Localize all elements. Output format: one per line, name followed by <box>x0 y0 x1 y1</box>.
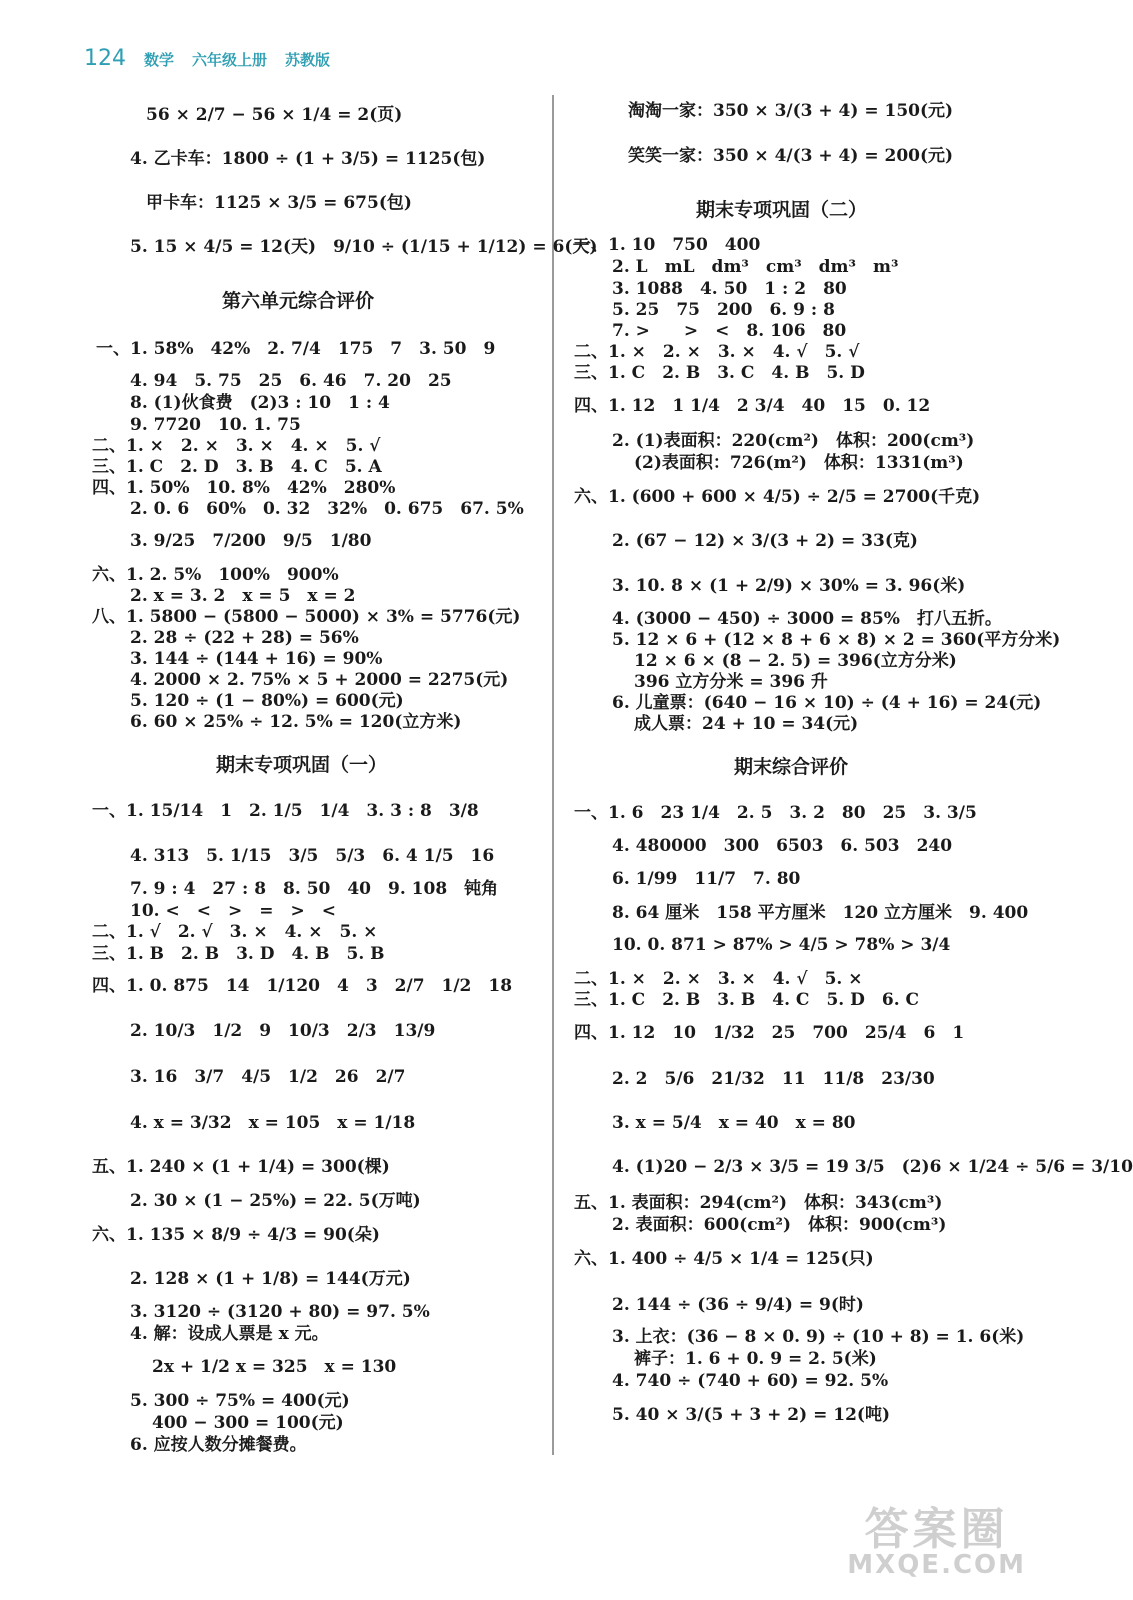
answer-line: (2)表面积：726(m²) 体积：1331(m³) <box>634 453 964 473</box>
answer-line: 3. 9/25 7/200 9/5 1/80 <box>130 531 372 551</box>
answer-line: 四、1. 12 1 1/4 2 3/4 40 15 0. 12 <box>574 396 931 416</box>
answer-line: 一、1. 6 23 1/4 2. 5 3. 2 80 25 3. 3/5 <box>574 803 977 823</box>
answer-line: 5. 300 ÷ 75% = 400(元) <box>130 1391 350 1411</box>
answer-line: 56 × 2/7 − 56 × 1/4 = 2(页) <box>146 105 403 125</box>
answer-line: 6. 1/99 11/7 7. 80 <box>612 869 801 889</box>
answer-line: 12 × 6 × (8 − 2. 5) = 396(立方分米) <box>634 651 957 671</box>
answer-line: 2. 144 ÷ (36 ÷ 9/4) = 9(时) <box>612 1295 864 1315</box>
answer-line: 5. 15 × 4/5 = 12(天) 9/10 ÷ (1/15 + 1/12) = 6(天) <box>130 237 598 257</box>
answer-line: 2. 28 ÷ (22 + 28) = 56% <box>130 628 359 648</box>
answer-line: 7. 9 : 4 27 : 8 8. 50 40 9. 108 钝角 <box>130 879 499 899</box>
answer-line: 5. 25 75 200 6. 9 : 8 <box>612 300 835 320</box>
answer-line: 10. < < > = > < <box>130 901 336 921</box>
answer-line: 6. 应按人数分摊餐费。 <box>130 1435 307 1455</box>
answer-line: 六、1. 400 ÷ 4/5 × 1/4 = 125(只) <box>574 1249 874 1269</box>
answer-line: 一、1. 15/14 1 2. 1/5 1/4 3. 3 : 8 3/8 <box>92 801 479 821</box>
answer-line: 4. x = 3/32 x = 105 x = 1/18 <box>130 1113 416 1133</box>
answer-line: 四、1. 50% 10. 8% 42% 280% <box>92 478 396 498</box>
answer-line: 二、1. × 2. × 3. × 4. √ 5. √ <box>574 342 860 362</box>
answer-line: 9. 7720 10. 1. 75 <box>130 415 301 435</box>
answer-line: 3. 10. 8 × (1 + 2/9) × 30% = 3. 96(米) <box>612 576 966 596</box>
answer-line: 一、1. 58% 42% 2. 7/4 175 7 3. 50 9 <box>96 339 496 359</box>
page-number: 124 <box>84 46 126 71</box>
answer-line: 2. 2 5/6 21/32 11 11/8 23/30 <box>612 1069 935 1089</box>
answer-line: 一、1. 10 750 400 <box>574 235 761 255</box>
answer-line: 2. 10/3 1/2 9 10/3 2/3 13/9 <box>130 1021 436 1041</box>
answer-line: 二、1. × 2. × 3. × 4. √ 5. × <box>574 969 863 989</box>
answer-line: 2. 128 × (1 + 1/8) = 144(万元) <box>130 1269 411 1289</box>
answer-line: 裤子：1. 6 + 0. 9 = 2. 5(米) <box>634 1349 877 1369</box>
watermark-logo: 答案圈 <box>864 1504 1009 1555</box>
answer-line: 3. 上衣：(36 − 8 × 0. 9) ÷ (10 + 8) = 1. 6(米) <box>612 1327 1025 1347</box>
answer-line: 4. 乙卡车：1800 ÷ (1 + 3/5) = 1125(包) <box>130 149 486 169</box>
answer-line: 三、1. B 2. B 3. D 4. B 5. B <box>92 944 385 964</box>
answer-line: 3. 1088 4. 50 1 : 2 80 <box>612 279 847 299</box>
answer-line: 3. 3120 ÷ (3120 + 80) = 97. 5% <box>130 1302 430 1322</box>
answer-line: 二、1. × 2. × 3. × 4. × 5. √ <box>92 436 381 456</box>
answer-line: 3. 144 ÷ (144 + 16) = 90% <box>130 649 383 669</box>
answer-line: 2. 0. 6 60% 0. 32 32% 0. 675 67. 5% <box>130 499 524 519</box>
answer-line: 四、1. 0. 875 14 1/120 4 3 2/7 1/2 18 <box>92 976 513 996</box>
column-divider <box>552 95 554 1455</box>
answer-line: 5. 40 × 3/(5 + 3 + 2) = 12(吨) <box>612 1405 891 1425</box>
answer-line: 四、1. 12 10 1/32 25 700 25/4 6 1 <box>574 1023 965 1043</box>
answer-line: 2. 30 × (1 − 25%) = 22. 5(万吨) <box>130 1191 421 1211</box>
answer-line: 8. 64 厘米 158 平方厘米 120 立方厘米 9. 400 <box>612 903 1029 923</box>
answer-line: 六、1. 135 × 8/9 ÷ 4/3 = 90(朵) <box>92 1225 380 1245</box>
answer-line: 五、1. 240 × (1 + 1/4) = 300(棵) <box>92 1157 390 1177</box>
answer-line: 五、1. 表面积：294(cm²) 体积：343(cm³) <box>574 1193 943 1213</box>
answer-line: 2. (67 − 12) × 3/(3 + 2) = 33(克) <box>612 531 918 551</box>
subject-label: 数学 <box>144 51 175 69</box>
answer-line: 三、1. C 2. D 3. B 4. C 5. A <box>92 457 382 477</box>
answer-line: 六、1. (600 + 600 × 4/5) ÷ 2/5 = 2700(千克) <box>574 487 981 507</box>
answer-line: 八、1. 5800 − (5800 − 5000) × 3% = 5776(元) <box>92 607 521 627</box>
section-title-unit6: 第六单元综合评价 <box>222 290 375 312</box>
grade-label: 六年级上册 <box>192 51 268 69</box>
answer-line: 396 立方分米 = 396 升 <box>634 672 828 692</box>
answer-line: 六、1. 2. 5% 100% 900% <box>92 565 339 585</box>
answer-line: 笑笑一家：350 × 4/(3 + 4) = 200(元) <box>628 146 954 166</box>
answer-line: 5. 12 × 6 + (12 × 8 + 6 × 8) × 2 = 360(平方分米) <box>612 630 1061 650</box>
answer-line: 6. 60 × 25% ÷ 12. 5% = 120(立方米) <box>130 712 462 732</box>
edition-label: 苏教版 <box>285 51 331 69</box>
answer-line: 二、1. √ 2. √ 3. × 4. × 5. × <box>92 922 378 942</box>
answer-line: 4. (3000 − 450) ÷ 3000 = 85% 打八五折。 <box>612 609 1002 629</box>
watermark <box>847 1504 1026 1580</box>
answer-line: 成人票：24 + 10 = 34(元) <box>634 714 859 734</box>
answer-line: 4. 解：设成人票是 x 元。 <box>130 1324 329 1344</box>
answer-line: 4. 740 ÷ (740 + 60) = 92. 5% <box>612 1371 889 1391</box>
answer-line: 2. L mL dm³ cm³ dm³ m³ <box>612 257 899 277</box>
answer-line: 7. > > < 8. 106 80 <box>612 321 847 341</box>
answer-line: 6. 儿童票：(640 − 16 × 10) ÷ (4 + 16) = 24(元) <box>612 693 1042 713</box>
answer-line: 3. 16 3/7 4/5 1/2 26 2/7 <box>130 1067 406 1087</box>
section-title-final-eval: 期末综合评价 <box>734 756 849 778</box>
answer-line: 三、1. C 2. B 3. B 4. C 5. D 6. C <box>574 990 920 1010</box>
answer-line: 4. (1)20 − 2/3 × 3/5 = 19 3/5 (2)6 × 1/24 ÷ 5/6 = 3/10 <box>612 1157 1133 1177</box>
answer-line: 400 − 300 = 100(元) <box>152 1413 344 1433</box>
section-title-final1: 期末专项巩固（一） <box>216 754 388 776</box>
answer-line: 4. 94 5. 75 25 6. 46 7. 20 25 <box>130 371 452 391</box>
answer-line: 2. (1)表面积：220(cm²) 体积：200(cm³) <box>612 431 975 451</box>
page-header <box>84 46 330 76</box>
answer-line: 2. x = 3. 2 x = 5 x = 2 <box>130 586 356 606</box>
answer-line: 2. 表面积：600(cm²) 体积：900(cm³) <box>612 1215 947 1235</box>
answer-line: 三、1. C 2. B 3. C 4. B 5. D <box>574 363 865 383</box>
watermark-url: MXQE.COM <box>847 1550 1026 1580</box>
answer-line: 甲卡车：1125 × 3/5 = 675(包) <box>146 193 412 213</box>
answer-line: 淘淘一家：350 × 3/(3 + 4) = 150(元) <box>628 101 954 121</box>
answer-line: 4. 2000 × 2. 75% × 5 + 2000 = 2275(元) <box>130 670 509 690</box>
answer-line: 10. 0. 871 > 87% > 4/5 > 78% > 3/4 <box>612 935 951 955</box>
answer-line: 8. (1)伙食费 (2)3 : 10 1 : 4 <box>130 393 390 413</box>
answer-line: 2x + 1/2 x = 325 x = 130 <box>152 1357 397 1377</box>
section-title-final2: 期末专项巩固（二） <box>696 199 868 221</box>
answer-line: 4. 480000 300 6503 6. 503 240 <box>612 836 953 856</box>
answer-line: 5. 120 ÷ (1 − 80%) = 600(元) <box>130 691 404 711</box>
answer-line: 4. 313 5. 1/15 3/5 5/3 6. 4 1/5 16 <box>130 846 495 866</box>
answer-line: 3. x = 5/4 x = 40 x = 80 <box>612 1113 856 1133</box>
